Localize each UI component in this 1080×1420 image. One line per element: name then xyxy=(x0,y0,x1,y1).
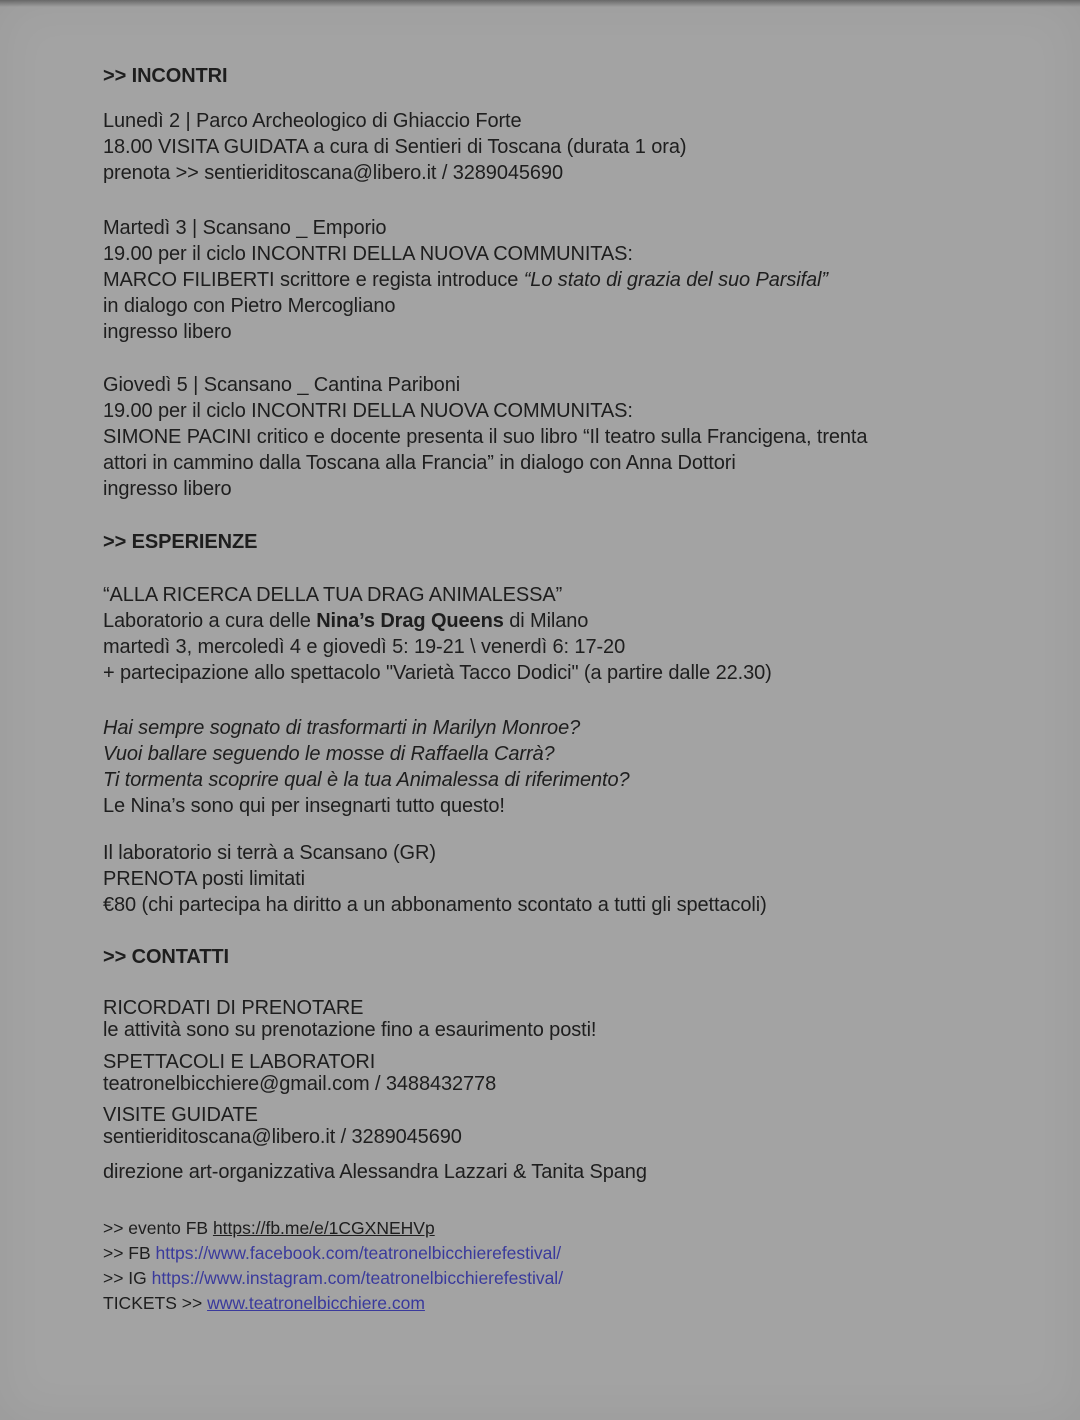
workshop-organizer-text: Laboratorio a cura delle xyxy=(103,610,317,632)
social-links-block xyxy=(103,1216,1003,1316)
workshop-title: “ALLA RICERCA DELLA TUA DRAG ANIMALESSA” xyxy=(103,584,563,606)
visits-contact-block xyxy=(103,1104,1003,1148)
teaser-line: Hai sempre sognato di trasformarti in Marilyn Monroe? xyxy=(103,717,581,739)
link-line-evento-fb xyxy=(103,1216,1003,1241)
event-detail: 19.00 per il ciclo INCONTRI DELLA NUOVA COMMUNITAS: xyxy=(103,243,633,265)
workshop-booking-note: PRENOTA posti limitati xyxy=(103,868,305,890)
tickets-link[interactable]: www.teatronelbicchiere.com xyxy=(207,1293,425,1313)
link-line-tickets xyxy=(103,1291,1003,1316)
event-title: Lunedì 2 | Parco Archeologico di Ghiaccio Forte xyxy=(103,110,522,132)
event-title: Giovedì 5 | Scansano _ Cantina Pariboni xyxy=(103,374,461,396)
booking-reminder-title: RICORDATI DI PRENOTARE xyxy=(103,997,364,1019)
workshop-organizer-text: di Milano xyxy=(503,610,589,632)
workshop-teaser-block xyxy=(103,715,1003,819)
event-detail-text: MARCO FILIBERTI scrittore e regista introduce xyxy=(103,269,524,291)
facebook-link[interactable]: https://www.facebook.com/teatronelbicchierefestival/ xyxy=(155,1243,562,1263)
booking-reminder-block xyxy=(103,997,1003,1041)
shows-contact-detail: teatronelbicchiere@gmail.com / 3488432778 xyxy=(103,1073,497,1095)
direction-credit: direzione art-organizzativa Alessandra Lazzari & Tanita Spang xyxy=(103,1161,647,1183)
event-detail xyxy=(103,267,1003,293)
link-label: >> evento FB xyxy=(103,1218,213,1238)
evento-fb-link[interactable]: https://fb.me/e/1CGXNEHVp xyxy=(212,1218,435,1238)
workshop-organizer-name: Nina’s Drag Queens xyxy=(316,610,504,632)
booking-reminder-note: le attività sono su prenotazione fino a esaurimento posti! xyxy=(103,1019,597,1041)
shows-contact-block xyxy=(103,1051,1003,1095)
section-heading-esperienze: >> ESPERIENZE xyxy=(103,531,258,553)
link-label: >> IG xyxy=(103,1268,152,1288)
event-detail: 18.00 VISITA GUIDATA a cura di Sentieri di Toscana (durata 1 ora) xyxy=(103,136,687,158)
event-title: Martedì 3 | Scansano _ Emporio xyxy=(103,217,387,239)
workshop-organizer xyxy=(103,608,1003,634)
link-line-fb xyxy=(103,1241,1003,1266)
workshop-block xyxy=(103,582,1003,686)
event-work-title: “Lo stato di grazia del suo Parsifal” xyxy=(523,269,828,291)
workshop-schedule: martedì 3, mercoledì 4 e giovedì 5: 19-21 \ venerdì 6: 17-20 xyxy=(103,636,626,658)
section-heading-incontri: >> INCONTRI xyxy=(103,65,228,87)
event-admission: ingresso libero xyxy=(103,321,232,343)
event-detail: attori in cammino dalla Toscana alla Francia” in dialogo con Anna Dottori xyxy=(103,452,736,474)
workshop-info-block xyxy=(103,840,1003,918)
event-block-martedi-3 xyxy=(103,215,1003,345)
teaser-line: Le Nina’s sono qui per insegnarti tutto questo! xyxy=(103,795,505,817)
section-heading-contatti: >> CONTATTI xyxy=(103,946,229,968)
workshop-extra: + partecipazione allo spettacolo "Varietà Tacco Dodici" (a partire dalle 22.30) xyxy=(103,662,772,684)
event-block-lunedi-2 xyxy=(103,108,1003,186)
visits-contact-title: VISITE GUIDATE xyxy=(103,1104,258,1126)
teaser-line: Ti tormenta scoprire qual è la tua Animalessa di riferimento? xyxy=(103,769,630,791)
link-label: >> FB xyxy=(103,1243,156,1263)
event-booking-contact: prenota >> sentieriditoscana@libero.it / 3289045690 xyxy=(103,162,563,184)
event-block-giovedi-5 xyxy=(103,372,1003,502)
event-detail: in dialogo con Pietro Mercogliano xyxy=(103,295,396,317)
event-detail: 19.00 per il ciclo INCONTRI DELLA NUOVA COMMUNITAS: xyxy=(103,400,633,422)
link-label: TICKETS >> xyxy=(103,1293,208,1313)
instagram-link[interactable]: https://www.instagram.com/teatronelbicchierefestival/ xyxy=(151,1268,564,1288)
workshop-location: Il laboratorio si terrà a Scansano (GR) xyxy=(103,842,436,864)
event-admission: ingresso libero xyxy=(103,478,232,500)
teaser-line: Vuoi ballare seguendo le mosse di Raffaella Carrà? xyxy=(103,743,555,765)
workshop-price: €80 (chi partecipa ha diritto a un abbonamento scontato a tutti gli spettacoli) xyxy=(103,894,767,916)
link-line-ig xyxy=(103,1266,1003,1291)
visits-contact-detail: sentieriditoscana@libero.it / 3289045690 xyxy=(103,1126,462,1148)
flyer-content xyxy=(103,63,1003,1316)
shows-contact-title: SPETTACOLI E LABORATORI xyxy=(103,1051,376,1073)
event-detail: SIMONE PACINI critico e docente presenta il suo libro “Il teatro sulla Francigena, trenta xyxy=(103,426,868,448)
